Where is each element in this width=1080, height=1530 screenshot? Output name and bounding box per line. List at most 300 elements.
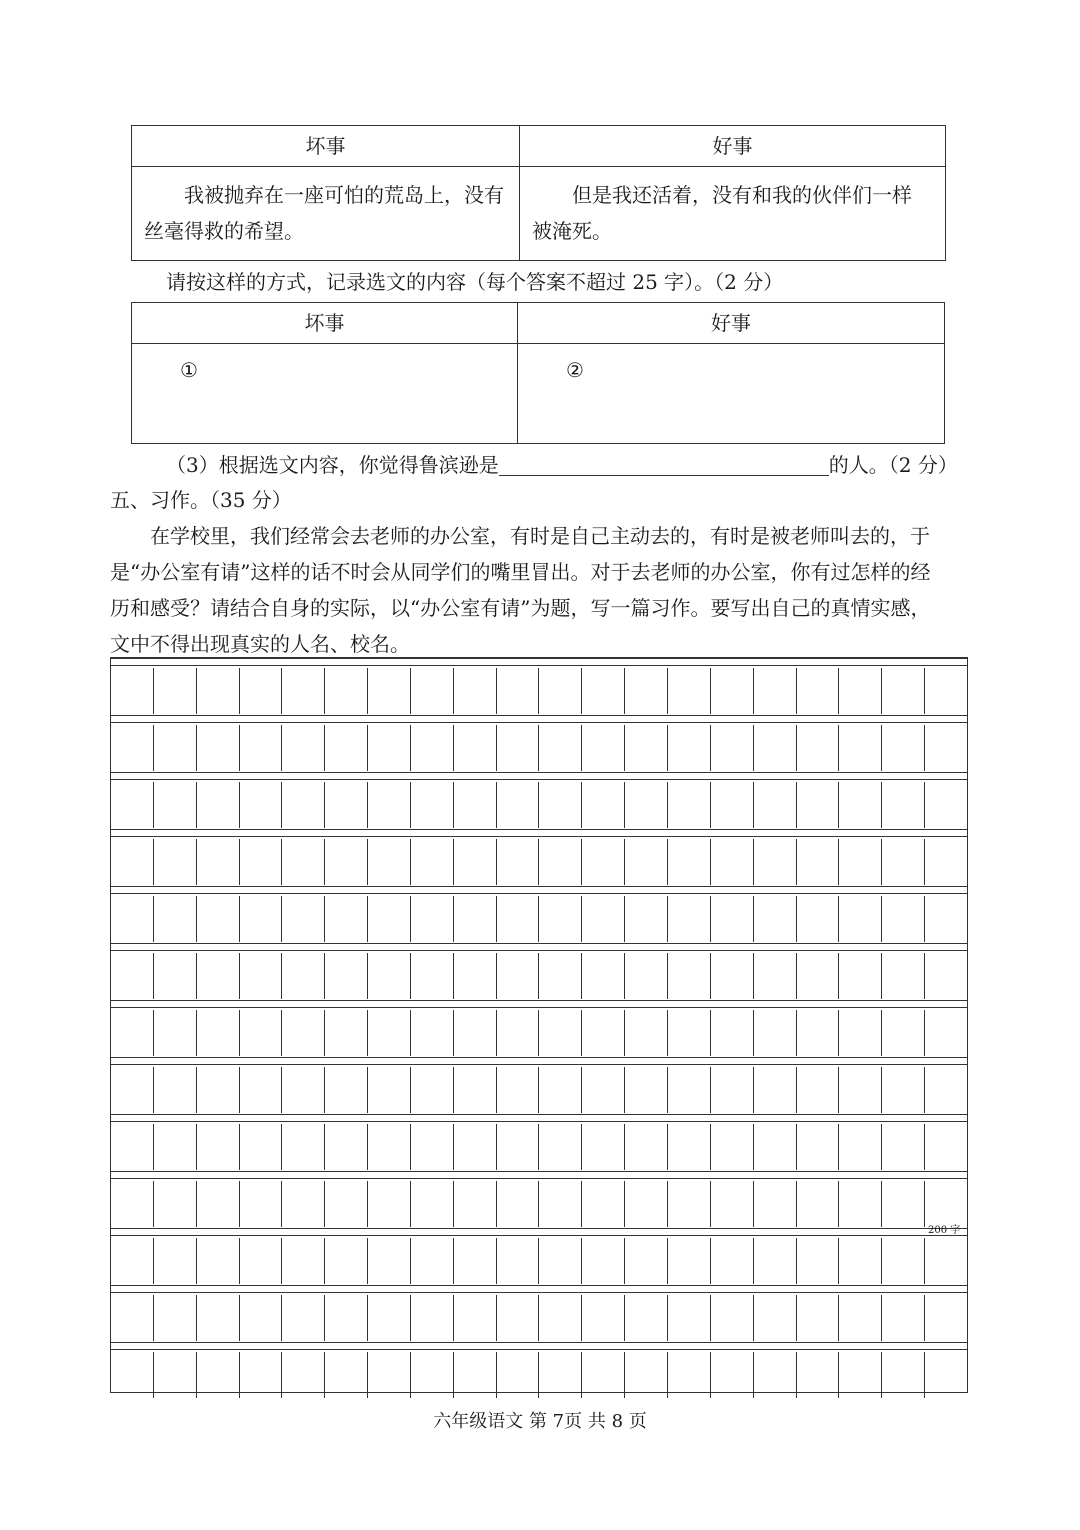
grid-cell[interactable]	[882, 953, 925, 999]
grid-cell[interactable]	[668, 1010, 711, 1056]
grid-separator	[111, 886, 967, 894]
grid-cell[interactable]	[111, 1010, 154, 1056]
grid-cell[interactable]	[111, 839, 154, 885]
grid-cell[interactable]	[111, 1352, 154, 1398]
grid-cell[interactable]	[539, 1181, 582, 1227]
grid-cell[interactable]	[711, 1181, 754, 1227]
grid-cell[interactable]	[582, 1067, 625, 1113]
grid-cell[interactable]	[325, 1010, 368, 1056]
grid-cell[interactable]	[411, 896, 454, 942]
grid-cell[interactable]	[839, 782, 882, 828]
grid-cell[interactable]	[925, 1238, 967, 1284]
grid-separator	[111, 772, 967, 780]
grid-cell[interactable]	[711, 1067, 754, 1113]
grid-cell[interactable]	[711, 839, 754, 885]
grid-cell[interactable]	[625, 953, 668, 999]
grid-cell[interactable]	[582, 953, 625, 999]
grid-cell[interactable]	[668, 896, 711, 942]
grid-row	[111, 839, 967, 885]
grid-cell[interactable]	[411, 1238, 454, 1284]
grid-cell[interactable]	[497, 953, 540, 999]
grid-cell[interactable]	[240, 1295, 283, 1341]
grid-cell[interactable]	[839, 1010, 882, 1056]
grid-cell[interactable]	[282, 1067, 325, 1113]
grid-cell[interactable]	[454, 1238, 497, 1284]
example-good-text: 但是我还活着，没有和我的伙伴们一样被淹死。	[532, 183, 912, 243]
grid-cell[interactable]	[240, 1181, 283, 1227]
grid-row	[111, 1352, 967, 1398]
grid-cell[interactable]	[711, 725, 754, 771]
grid-cell[interactable]	[111, 782, 154, 828]
grid-cell[interactable]	[582, 1352, 625, 1398]
grid-cell[interactable]	[582, 1295, 625, 1341]
grid-cell[interactable]	[625, 896, 668, 942]
grid-cell[interactable]	[925, 1124, 967, 1170]
grid-cell[interactable]	[668, 1124, 711, 1170]
grid-cell[interactable]	[282, 896, 325, 942]
grid-cell[interactable]	[454, 668, 497, 714]
grid-cell[interactable]	[668, 1352, 711, 1398]
grid-cell[interactable]	[539, 1010, 582, 1056]
grid-cell[interactable]	[325, 839, 368, 885]
grid-cell[interactable]	[197, 1181, 240, 1227]
grid-cell[interactable]	[882, 1238, 925, 1284]
grid-cell[interactable]	[325, 782, 368, 828]
grid-cell[interactable]	[797, 1295, 840, 1341]
grid-cell[interactable]	[668, 725, 711, 771]
grid-cell[interactable]	[582, 668, 625, 714]
grid-separator	[111, 658, 967, 666]
grid-cell[interactable]	[839, 1352, 882, 1398]
grid-cell[interactable]	[882, 725, 925, 771]
grid-cell[interactable]	[582, 896, 625, 942]
grid-cell[interactable]	[882, 1124, 925, 1170]
grid-separator	[111, 829, 967, 837]
grid-cell[interactable]	[925, 1181, 967, 1227]
grid-cell[interactable]	[839, 896, 882, 942]
grid-cell[interactable]	[625, 1295, 668, 1341]
page-footer: 六年级语文 第 7页 共 8 页	[433, 1411, 647, 1432]
answer-cell-bad[interactable]	[132, 344, 518, 444]
grid-cell[interactable]	[668, 839, 711, 885]
grid-cell[interactable]	[240, 668, 283, 714]
grid-cell[interactable]	[539, 725, 582, 771]
answer-header-bad: 坏事	[132, 303, 518, 344]
grid-cell[interactable]	[368, 953, 411, 999]
grid-cell[interactable]	[925, 839, 967, 885]
grid-cell[interactable]	[154, 839, 197, 885]
grid-cell[interactable]	[625, 1181, 668, 1227]
grid-cell[interactable]	[539, 839, 582, 885]
grid-cell[interactable]	[539, 1295, 582, 1341]
grid-cell[interactable]	[754, 953, 797, 999]
grid-cell[interactable]	[368, 1352, 411, 1398]
grid-cell[interactable]	[539, 782, 582, 828]
grid-cell[interactable]	[454, 896, 497, 942]
grid-cell[interactable]	[282, 953, 325, 999]
grid-cell[interactable]	[839, 953, 882, 999]
grid-cell[interactable]	[797, 1124, 840, 1170]
grid-cell[interactable]	[454, 953, 497, 999]
word-count-marker: 200 字	[928, 1225, 961, 1236]
grid-cell[interactable]	[197, 1238, 240, 1284]
grid-cell[interactable]	[839, 839, 882, 885]
grid-cell[interactable]	[625, 668, 668, 714]
grid-cell[interactable]	[154, 1352, 197, 1398]
grid-cell[interactable]	[111, 725, 154, 771]
grid-cell[interactable]	[111, 1238, 154, 1284]
grid-cell[interactable]	[797, 839, 840, 885]
grid-cell[interactable]	[754, 782, 797, 828]
grid-cell[interactable]	[282, 782, 325, 828]
grid-cell[interactable]	[668, 1295, 711, 1341]
grid-cell[interactable]	[454, 1295, 497, 1341]
grid-cell[interactable]	[197, 1067, 240, 1113]
grid-cell[interactable]	[282, 1238, 325, 1284]
grid-cell[interactable]	[282, 1181, 325, 1227]
grid-cell[interactable]	[539, 1124, 582, 1170]
grid-separator	[111, 1057, 967, 1065]
grid-separator	[111, 1171, 967, 1179]
grid-cell[interactable]	[625, 782, 668, 828]
grid-cell[interactable]	[368, 1295, 411, 1341]
grid-cell[interactable]	[711, 1295, 754, 1341]
grid-cell[interactable]	[882, 668, 925, 714]
grid-cell[interactable]	[711, 1124, 754, 1170]
grid-cell[interactable]	[839, 1124, 882, 1170]
grid-cell[interactable]	[325, 1295, 368, 1341]
grid-cell[interactable]	[497, 1295, 540, 1341]
grid-row	[111, 725, 967, 771]
grid-cell[interactable]	[325, 896, 368, 942]
grid-cell[interactable]	[197, 782, 240, 828]
grid-cell[interactable]	[411, 782, 454, 828]
grid-cell[interactable]	[454, 1067, 497, 1113]
grid-cell[interactable]	[882, 782, 925, 828]
grid-cell[interactable]	[582, 1010, 625, 1056]
grid-separator	[111, 1342, 967, 1350]
grid-cell[interactable]	[797, 668, 840, 714]
grid-cell[interactable]	[411, 1124, 454, 1170]
grid-row	[111, 1010, 967, 1056]
grid-cell[interactable]	[839, 1295, 882, 1341]
grid-cell[interactable]	[797, 782, 840, 828]
grid-cell[interactable]	[754, 1295, 797, 1341]
grid-cell[interactable]	[668, 1181, 711, 1227]
grid-cell[interactable]	[240, 953, 283, 999]
grid-cell[interactable]	[282, 725, 325, 771]
grid-row	[111, 1181, 967, 1227]
grid-row	[111, 1067, 967, 1113]
grid-cell[interactable]	[111, 1181, 154, 1227]
grid-cell[interactable]	[497, 1067, 540, 1113]
grid-cell[interactable]	[711, 896, 754, 942]
grid-cell[interactable]	[754, 668, 797, 714]
grid-cell[interactable]	[797, 953, 840, 999]
grid-cell[interactable]	[882, 1295, 925, 1341]
grid-cell[interactable]	[282, 1010, 325, 1056]
composition-grid[interactable]	[110, 657, 968, 1393]
grid-cell[interactable]	[240, 896, 283, 942]
grid-cell[interactable]	[197, 839, 240, 885]
grid-cell[interactable]	[411, 839, 454, 885]
grid-cell[interactable]	[754, 1010, 797, 1056]
grid-cell[interactable]	[454, 782, 497, 828]
grid-cell[interactable]	[368, 1010, 411, 1056]
grid-cell[interactable]	[154, 1067, 197, 1113]
grid-cell[interactable]	[154, 782, 197, 828]
grid-row	[111, 953, 967, 999]
example-header-bad: 坏事	[132, 126, 520, 167]
grid-cell[interactable]	[325, 725, 368, 771]
grid-cell[interactable]	[839, 668, 882, 714]
grid-cell[interactable]	[582, 1181, 625, 1227]
grid-cell[interactable]	[711, 953, 754, 999]
grid-cell[interactable]	[839, 1181, 882, 1227]
grid-cell[interactable]	[497, 668, 540, 714]
grid-cell[interactable]	[839, 1067, 882, 1113]
grid-cell[interactable]	[197, 1010, 240, 1056]
grid-cell[interactable]	[797, 1238, 840, 1284]
grid-cell[interactable]	[625, 839, 668, 885]
grid-cell[interactable]	[282, 1124, 325, 1170]
grid-cell[interactable]	[368, 1067, 411, 1113]
grid-cell[interactable]	[454, 839, 497, 885]
grid-cell[interactable]	[111, 896, 154, 942]
grid-cell[interactable]	[197, 725, 240, 771]
grid-cell[interactable]	[497, 839, 540, 885]
grid-row	[111, 1238, 967, 1284]
answer-table	[131, 302, 945, 444]
grid-cell[interactable]	[882, 896, 925, 942]
grid-cell[interactable]	[711, 1238, 754, 1284]
grid-cell[interactable]	[240, 725, 283, 771]
answer-mark-1: ①	[180, 358, 198, 382]
grid-cell[interactable]	[625, 725, 668, 771]
grid-cell[interactable]	[882, 1067, 925, 1113]
grid-cell[interactable]	[668, 1238, 711, 1284]
grid-cell[interactable]	[368, 839, 411, 885]
grid-cell[interactable]	[154, 1010, 197, 1056]
grid-cell[interactable]	[154, 725, 197, 771]
grid-cell[interactable]	[454, 1181, 497, 1227]
grid-cell[interactable]	[625, 1067, 668, 1113]
grid-cell[interactable]	[325, 1238, 368, 1284]
grid-cell[interactable]	[582, 782, 625, 828]
question-3-blank[interactable]	[499, 453, 829, 476]
grid-cell[interactable]	[368, 1238, 411, 1284]
grid-cell[interactable]	[454, 1124, 497, 1170]
grid-cell[interactable]	[197, 668, 240, 714]
grid-cell[interactable]	[539, 896, 582, 942]
grid-cell[interactable]	[282, 839, 325, 885]
grid-cell[interactable]	[797, 725, 840, 771]
grid-row	[111, 668, 967, 714]
grid-cell[interactable]	[282, 1352, 325, 1398]
grid-cell[interactable]	[711, 1010, 754, 1056]
grid-cell[interactable]	[240, 1010, 283, 1056]
grid-cell[interactable]	[754, 1124, 797, 1170]
grid-cell[interactable]	[925, 1067, 967, 1113]
grid-cell[interactable]	[925, 668, 967, 714]
answer-cell-good[interactable]	[518, 344, 945, 444]
grid-cell[interactable]	[754, 1181, 797, 1227]
grid-cell[interactable]	[925, 725, 967, 771]
grid-cell[interactable]	[368, 896, 411, 942]
grid-cell[interactable]	[925, 782, 967, 828]
grid-cell[interactable]	[240, 1067, 283, 1113]
grid-cell[interactable]	[197, 1295, 240, 1341]
grid-cell[interactable]	[325, 953, 368, 999]
grid-cell[interactable]	[882, 1010, 925, 1056]
grid-row	[111, 896, 967, 942]
grid-cell[interactable]	[582, 839, 625, 885]
grid-cell[interactable]	[839, 1238, 882, 1284]
question-3	[166, 450, 958, 480]
grid-cell[interactable]	[711, 668, 754, 714]
grid-cell[interactable]	[754, 839, 797, 885]
grid-cell[interactable]	[668, 1067, 711, 1113]
grid-cell[interactable]	[582, 1238, 625, 1284]
grid-cell[interactable]	[454, 1010, 497, 1056]
grid-cell[interactable]	[411, 1352, 454, 1398]
grid-cell[interactable]	[882, 1352, 925, 1398]
grid-cell[interactable]	[797, 1067, 840, 1113]
grid-cell[interactable]	[154, 1124, 197, 1170]
example-header-good: 好事	[520, 126, 946, 167]
grid-cell[interactable]	[539, 1067, 582, 1113]
grid-cell[interactable]	[882, 1181, 925, 1227]
grid-cell[interactable]	[668, 953, 711, 999]
grid-cell[interactable]	[197, 953, 240, 999]
grid-cell[interactable]	[111, 668, 154, 714]
grid-cell[interactable]	[240, 839, 283, 885]
grid-cell[interactable]	[454, 1352, 497, 1398]
grid-cell[interactable]	[539, 953, 582, 999]
grid-cell[interactable]	[625, 1352, 668, 1398]
grid-cell[interactable]	[497, 1238, 540, 1284]
grid-cell[interactable]	[325, 668, 368, 714]
grid-cell[interactable]	[925, 1295, 967, 1341]
grid-cell[interactable]	[454, 725, 497, 771]
grid-cell[interactable]	[325, 1124, 368, 1170]
grid-cell[interactable]	[497, 896, 540, 942]
grid-cell[interactable]	[368, 668, 411, 714]
grid-cell[interactable]	[368, 1124, 411, 1170]
grid-cell[interactable]	[411, 1010, 454, 1056]
grid-cell[interactable]	[625, 1238, 668, 1284]
grid-separator	[111, 1114, 967, 1122]
grid-cell[interactable]	[925, 896, 967, 942]
grid-cell[interactable]	[197, 1124, 240, 1170]
grid-cell[interactable]	[625, 1124, 668, 1170]
grid-cell[interactable]	[925, 1352, 967, 1398]
grid-cell[interactable]	[240, 1124, 283, 1170]
grid-cell[interactable]	[154, 896, 197, 942]
grid-cell[interactable]	[539, 1352, 582, 1398]
grid-cell[interactable]	[754, 725, 797, 771]
grid-cell[interactable]	[411, 953, 454, 999]
grid-cell[interactable]	[411, 668, 454, 714]
grid-cell[interactable]	[325, 1067, 368, 1113]
question-3-after: 的人。（2 分）	[828, 453, 958, 477]
grid-cell[interactable]	[582, 725, 625, 771]
grid-cell[interactable]	[839, 725, 882, 771]
grid-separator	[111, 1228, 967, 1236]
grid-cell[interactable]	[497, 1124, 540, 1170]
grid-cell[interactable]	[797, 1010, 840, 1056]
grid-cell[interactable]	[754, 1352, 797, 1398]
grid-cell[interactable]	[411, 1295, 454, 1341]
instruction-text: 请按这样的方式，记录选文的内容（每个答案不超过 25 字）。（2 分）	[166, 270, 784, 294]
grid-cell[interactable]	[754, 896, 797, 942]
grid-row	[111, 1295, 967, 1341]
grid-cell[interactable]	[368, 1181, 411, 1227]
grid-cell[interactable]	[240, 782, 283, 828]
grid-cell[interactable]	[497, 725, 540, 771]
grid-cell[interactable]	[154, 1295, 197, 1341]
grid-cell[interactable]	[711, 1352, 754, 1398]
grid-cell[interactable]	[539, 1238, 582, 1284]
section-5-title: 五、习作。（35 分）	[110, 488, 292, 512]
grid-cell[interactable]	[882, 839, 925, 885]
grid-cell[interactable]	[197, 1352, 240, 1398]
grid-cell[interactable]	[497, 1352, 540, 1398]
grid-cell[interactable]	[797, 896, 840, 942]
grid-cell[interactable]	[625, 1010, 668, 1056]
grid-cell[interactable]	[411, 725, 454, 771]
grid-cell[interactable]	[668, 782, 711, 828]
grid-cell[interactable]	[240, 1352, 283, 1398]
grid-cell[interactable]	[368, 782, 411, 828]
grid-cell[interactable]	[197, 896, 240, 942]
grid-cell[interactable]	[668, 668, 711, 714]
grid-cell[interactable]	[154, 1181, 197, 1227]
grid-cell[interactable]	[282, 668, 325, 714]
grid-cell[interactable]	[411, 1181, 454, 1227]
grid-cell[interactable]	[754, 1238, 797, 1284]
grid-cell[interactable]	[325, 1352, 368, 1398]
grid-row	[111, 782, 967, 828]
grid-cell[interactable]	[797, 1181, 840, 1227]
grid-cell[interactable]	[368, 725, 411, 771]
grid-cell[interactable]	[925, 1010, 967, 1056]
grid-cell[interactable]	[925, 953, 967, 999]
grid-cell[interactable]	[497, 1010, 540, 1056]
grid-cell[interactable]	[497, 782, 540, 828]
grid-cell[interactable]	[582, 1124, 625, 1170]
grid-cell[interactable]	[325, 1181, 368, 1227]
grid-cell[interactable]	[711, 782, 754, 828]
grid-cell[interactable]	[154, 953, 197, 999]
answer-mark-2: ②	[566, 358, 584, 382]
grid-separator	[111, 1000, 967, 1008]
grid-cell[interactable]	[754, 1067, 797, 1113]
grid-cell[interactable]	[111, 953, 154, 999]
grid-row	[111, 1124, 967, 1170]
grid-cell[interactable]	[111, 1067, 154, 1113]
grid-cell[interactable]	[282, 1295, 325, 1341]
grid-cell[interactable]	[411, 1067, 454, 1113]
grid-cell[interactable]	[497, 1181, 540, 1227]
grid-cell[interactable]	[111, 1295, 154, 1341]
grid-cell[interactable]	[111, 1124, 154, 1170]
grid-cell[interactable]	[797, 1352, 840, 1398]
grid-cell[interactable]	[154, 668, 197, 714]
grid-cell[interactable]	[240, 1238, 283, 1284]
grid-cell[interactable]	[539, 668, 582, 714]
grid-cell[interactable]	[154, 1238, 197, 1284]
